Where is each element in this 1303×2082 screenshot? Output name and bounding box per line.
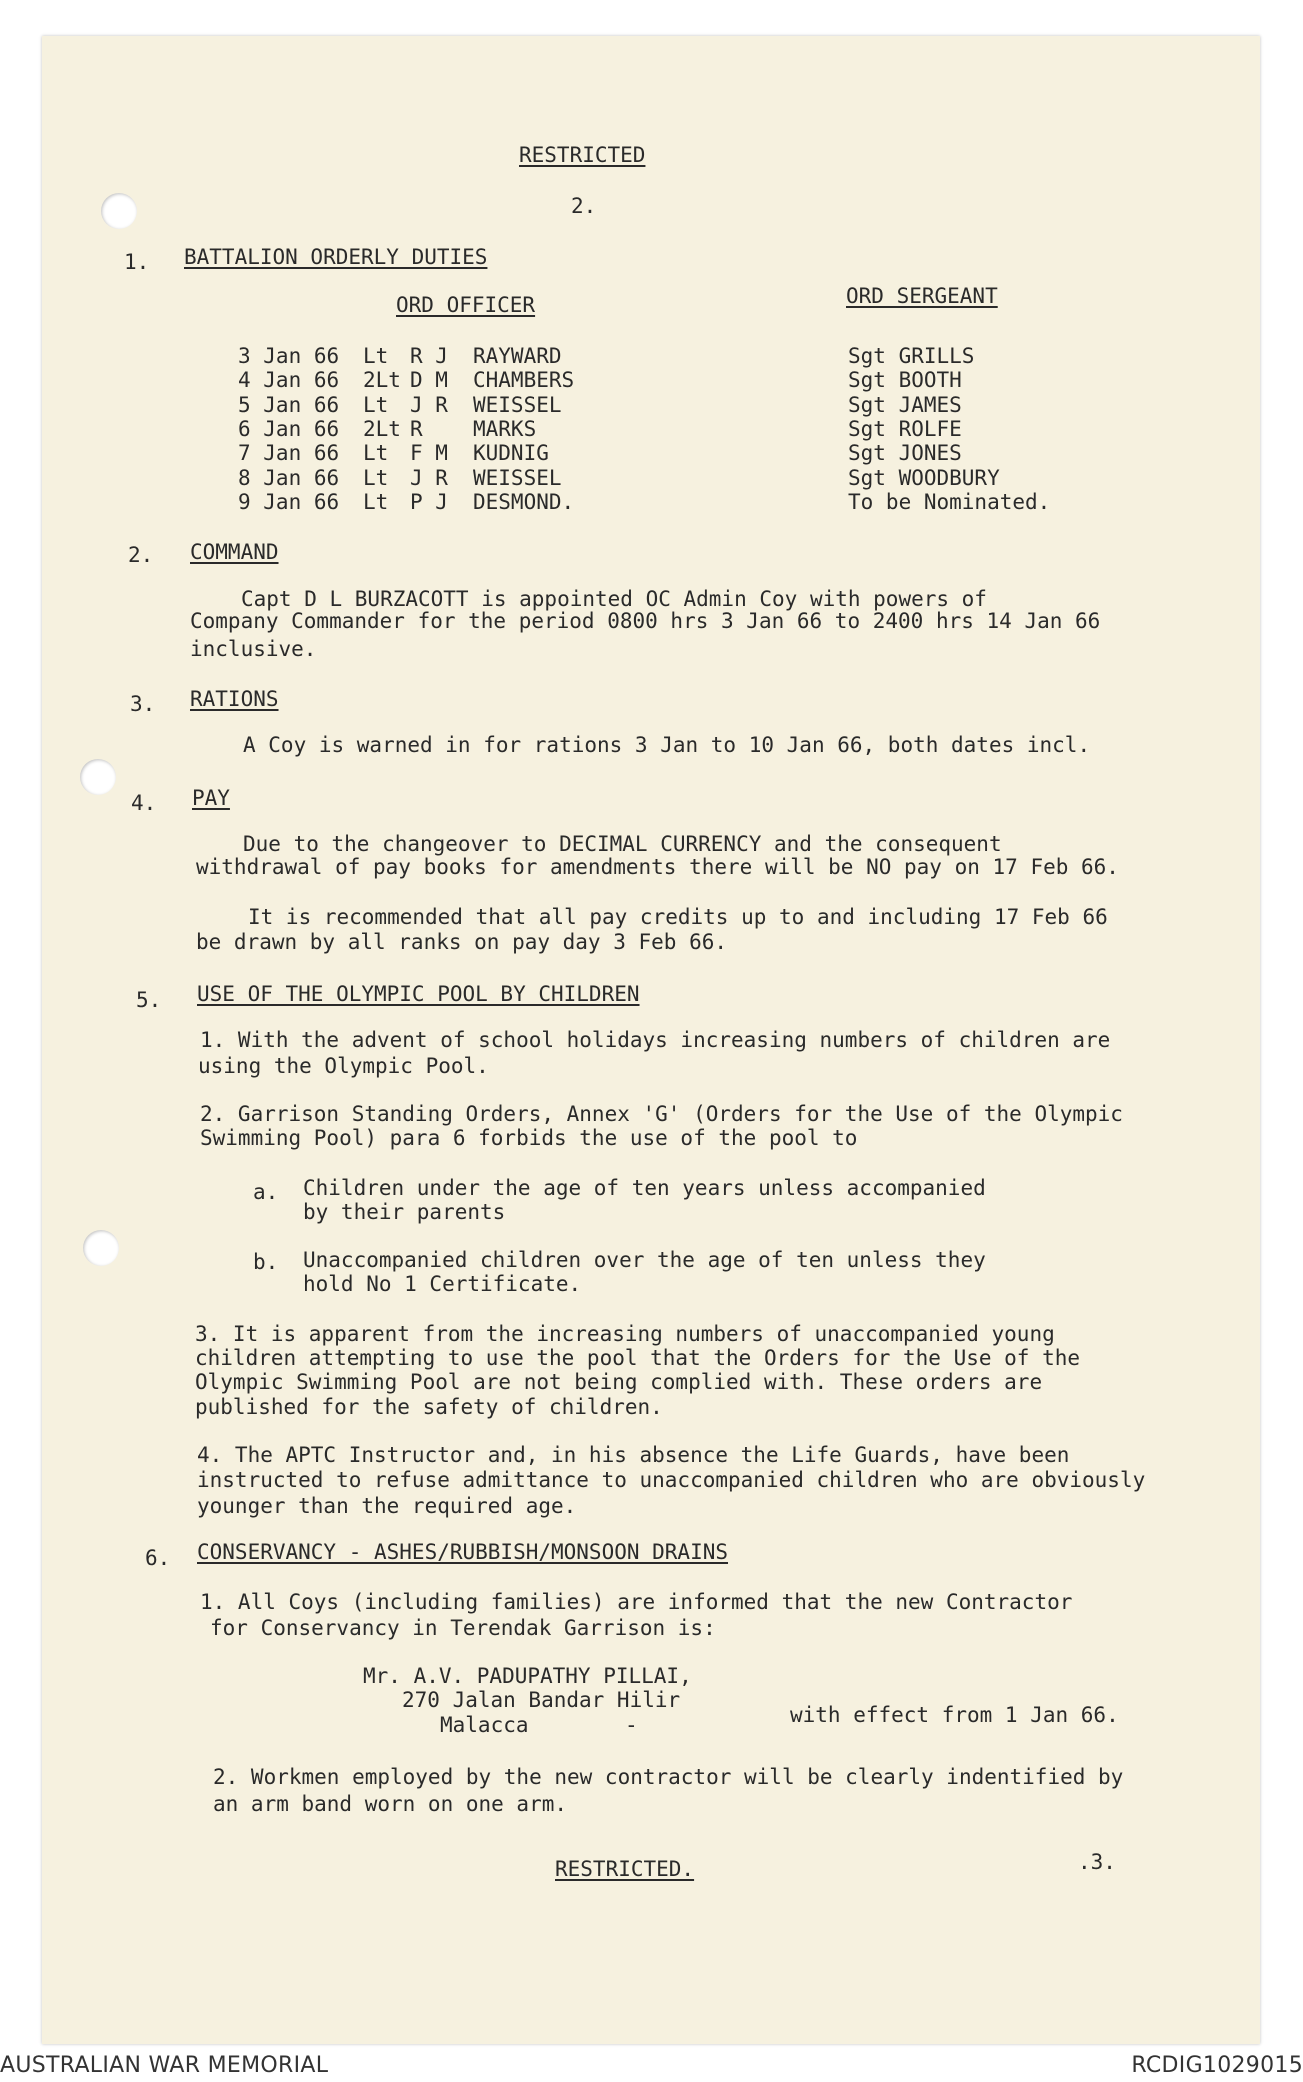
section-title: PAY: [192, 786, 230, 810]
paragraph-line: by their parents: [303, 1200, 506, 1224]
duty-sergeant: Sgt JONES: [848, 441, 962, 465]
duty-sergeant: Sgt WOODBURY: [848, 466, 1000, 490]
paragraph-line: withdrawal of pay books for amendments there will be NO pay on 17 Feb 66.: [196, 855, 1119, 879]
paragraph-line: 3. It is apparent from the increasing numbers of unaccompanied young: [195, 1322, 1055, 1346]
section-number: 1.: [124, 250, 150, 274]
contractor-address-line: Mr. A.V. PADUPATHY PILLAI,: [363, 1664, 692, 1688]
duty-date: 5 Jan 66: [238, 393, 340, 417]
paragraph-line: Swimming Pool) para 6 forbids the use of the pool to: [200, 1126, 858, 1150]
duty-row: [0, 417, 1303, 441]
archive-id: RCDIG1029015: [1131, 2053, 1303, 2078]
duty-officer-name: RAYWARD: [473, 344, 562, 368]
section-title: COMMAND: [190, 540, 279, 564]
paragraph-line: an arm band worn on one arm.: [213, 1792, 568, 1816]
paragraph-line: published for the safety of children.: [195, 1395, 663, 1419]
paragraph-line: inclusive.: [190, 637, 317, 661]
duty-row: [0, 466, 1303, 490]
paragraph-line: Due to the changeover to DECIMAL CURRENCY and the consequent: [243, 832, 1002, 856]
duty-row: [0, 393, 1303, 417]
duty-officer-name: KUDNIG: [473, 441, 549, 465]
paragraph-line: using the Olympic Pool.: [198, 1054, 489, 1078]
section-title: CONSERVANCY - ASHES/RUBBISH/MONSOON DRAINS: [197, 1540, 729, 1564]
section-number: 2.: [128, 543, 154, 567]
section-number: 4.: [131, 791, 157, 815]
paragraph-line: 2. Workmen employed by the new contractor will be clearly indentified by: [213, 1765, 1124, 1789]
duty-officer-name: WEISSEL: [473, 466, 562, 490]
list-label: a.: [253, 1180, 279, 1204]
section-title: USE OF THE OLYMPIC POOL BY CHILDREN: [197, 982, 640, 1006]
paragraph-line: instructed to refuse admittance to unaccompanied children who are obviously: [197, 1468, 1146, 1492]
paragraph-line: A Coy is warned in for rations 3 Jan to 10 Jan 66, both dates incl.: [243, 733, 1091, 757]
paragraph-line: Children under the age of ten years unless accompanied: [303, 1176, 986, 1200]
duty-initials: R J: [410, 344, 448, 368]
paragraph-line: for Conservancy in Terendak Garrison is:: [210, 1616, 716, 1640]
duty-initials: D M: [410, 368, 448, 392]
paragraph-line: Capt D L BURZACOTT is appointed OC Admin Coy with powers of: [241, 587, 987, 611]
section-title: RATIONS: [190, 687, 279, 711]
list-label: b.: [253, 1250, 279, 1274]
section-number: 5.: [136, 988, 162, 1012]
duty-initials: P J: [410, 490, 448, 514]
duty-rank: Lt: [363, 393, 389, 417]
duty-rank: Lt: [363, 344, 389, 368]
punch-hole: [83, 1230, 119, 1266]
classification-header: RESTRICTED: [519, 143, 646, 167]
duty-date: 6 Jan 66: [238, 417, 340, 441]
duty-sergeant: Sgt BOOTH: [848, 368, 962, 392]
archive-label: AUSTRALIAN WAR MEMORIAL: [0, 2053, 329, 2078]
duty-rank: 2Lt: [363, 368, 401, 392]
duty-sergeant: Sgt ROLFE: [848, 417, 962, 441]
effect-date: with effect from 1 Jan 66.: [790, 1703, 1119, 1727]
duty-officer-name: MARKS: [473, 417, 537, 441]
duty-initials: J R: [410, 466, 448, 490]
dash: -: [625, 1713, 638, 1737]
next-page-marker: .3.: [1078, 1850, 1116, 1874]
duty-date: 4 Jan 66: [238, 368, 340, 392]
duty-rank: 2Lt: [363, 417, 401, 441]
contractor-address-line: 270 Jalan Bandar Hilir: [402, 1688, 681, 1712]
duty-rank: Lt: [363, 466, 389, 490]
duty-date: 7 Jan 66: [238, 441, 340, 465]
duty-rank: Lt: [363, 490, 389, 514]
paragraph-line: Unaccompanied children over the age of ten unless they: [303, 1248, 986, 1272]
duty-row: [0, 344, 1303, 368]
paragraph-line: Olympic Swimming Pool are not being complied with. These orders are: [195, 1370, 1043, 1394]
punch-hole: [101, 193, 137, 229]
duty-initials: J R: [410, 393, 448, 417]
paragraph-line: It is recommended that all pay credits up to and including 17 Feb 66: [248, 905, 1108, 929]
paragraph-line: 2. Garrison Standing Orders, Annex 'G' (Orders for the Use of the Olympic: [200, 1102, 1123, 1126]
duty-row: [0, 490, 1303, 514]
duty-initials: F M: [410, 441, 448, 465]
ord-sergeant-heading: ORD SERGEANT: [846, 284, 998, 308]
contractor-address-line: Malacca: [440, 1713, 529, 1737]
duty-date: 8 Jan 66: [238, 466, 340, 490]
paragraph-line: Company Commander for the period 0800 hrs 3 Jan 66 to 2400 hrs 14 Jan 66: [190, 609, 1101, 633]
duty-sergeant: Sgt JAMES: [848, 393, 962, 417]
paragraph-line: be drawn by all ranks on pay day 3 Feb 66.: [196, 930, 728, 954]
duty-officer-name: DESMOND.: [473, 490, 575, 514]
duty-sergeant: Sgt GRILLS: [848, 344, 975, 368]
ord-officer-heading: ORD OFFICER: [396, 293, 536, 317]
duty-officer-name: CHAMBERS: [473, 368, 575, 392]
punch-hole: [80, 759, 116, 795]
section-title: BATTALION ORDERLY DUTIES: [184, 245, 488, 269]
duty-officer-name: WEISSEL: [473, 393, 562, 417]
paragraph-line: hold No 1 Certificate.: [303, 1272, 582, 1296]
duty-date: 3 Jan 66: [238, 344, 340, 368]
duty-initials: R: [410, 417, 423, 441]
section-number: 3.: [130, 692, 156, 716]
classification-footer: RESTRICTED.: [555, 1857, 695, 1881]
paragraph-line: 4. The APTC Instructor and, in his absence the Life Guards, have been: [197, 1443, 1070, 1467]
paragraph-line: younger than the required age.: [197, 1494, 577, 1518]
duty-sergeant: To be Nominated.: [848, 490, 1051, 514]
page-number: 2.: [571, 194, 597, 218]
duty-row: [0, 441, 1303, 465]
paragraph-line: children attempting to use the pool that the Orders for the Use of the: [195, 1346, 1081, 1370]
paragraph-line: 1. All Coys (including families) are informed that the new Contractor: [200, 1590, 1073, 1614]
section-number: 6.: [145, 1546, 171, 1570]
duty-date: 9 Jan 66: [238, 490, 340, 514]
duty-rank: Lt: [363, 441, 389, 465]
paragraph-line: 1. With the advent of school holidays increasing numbers of children are: [200, 1028, 1111, 1052]
duty-row: [0, 368, 1303, 392]
